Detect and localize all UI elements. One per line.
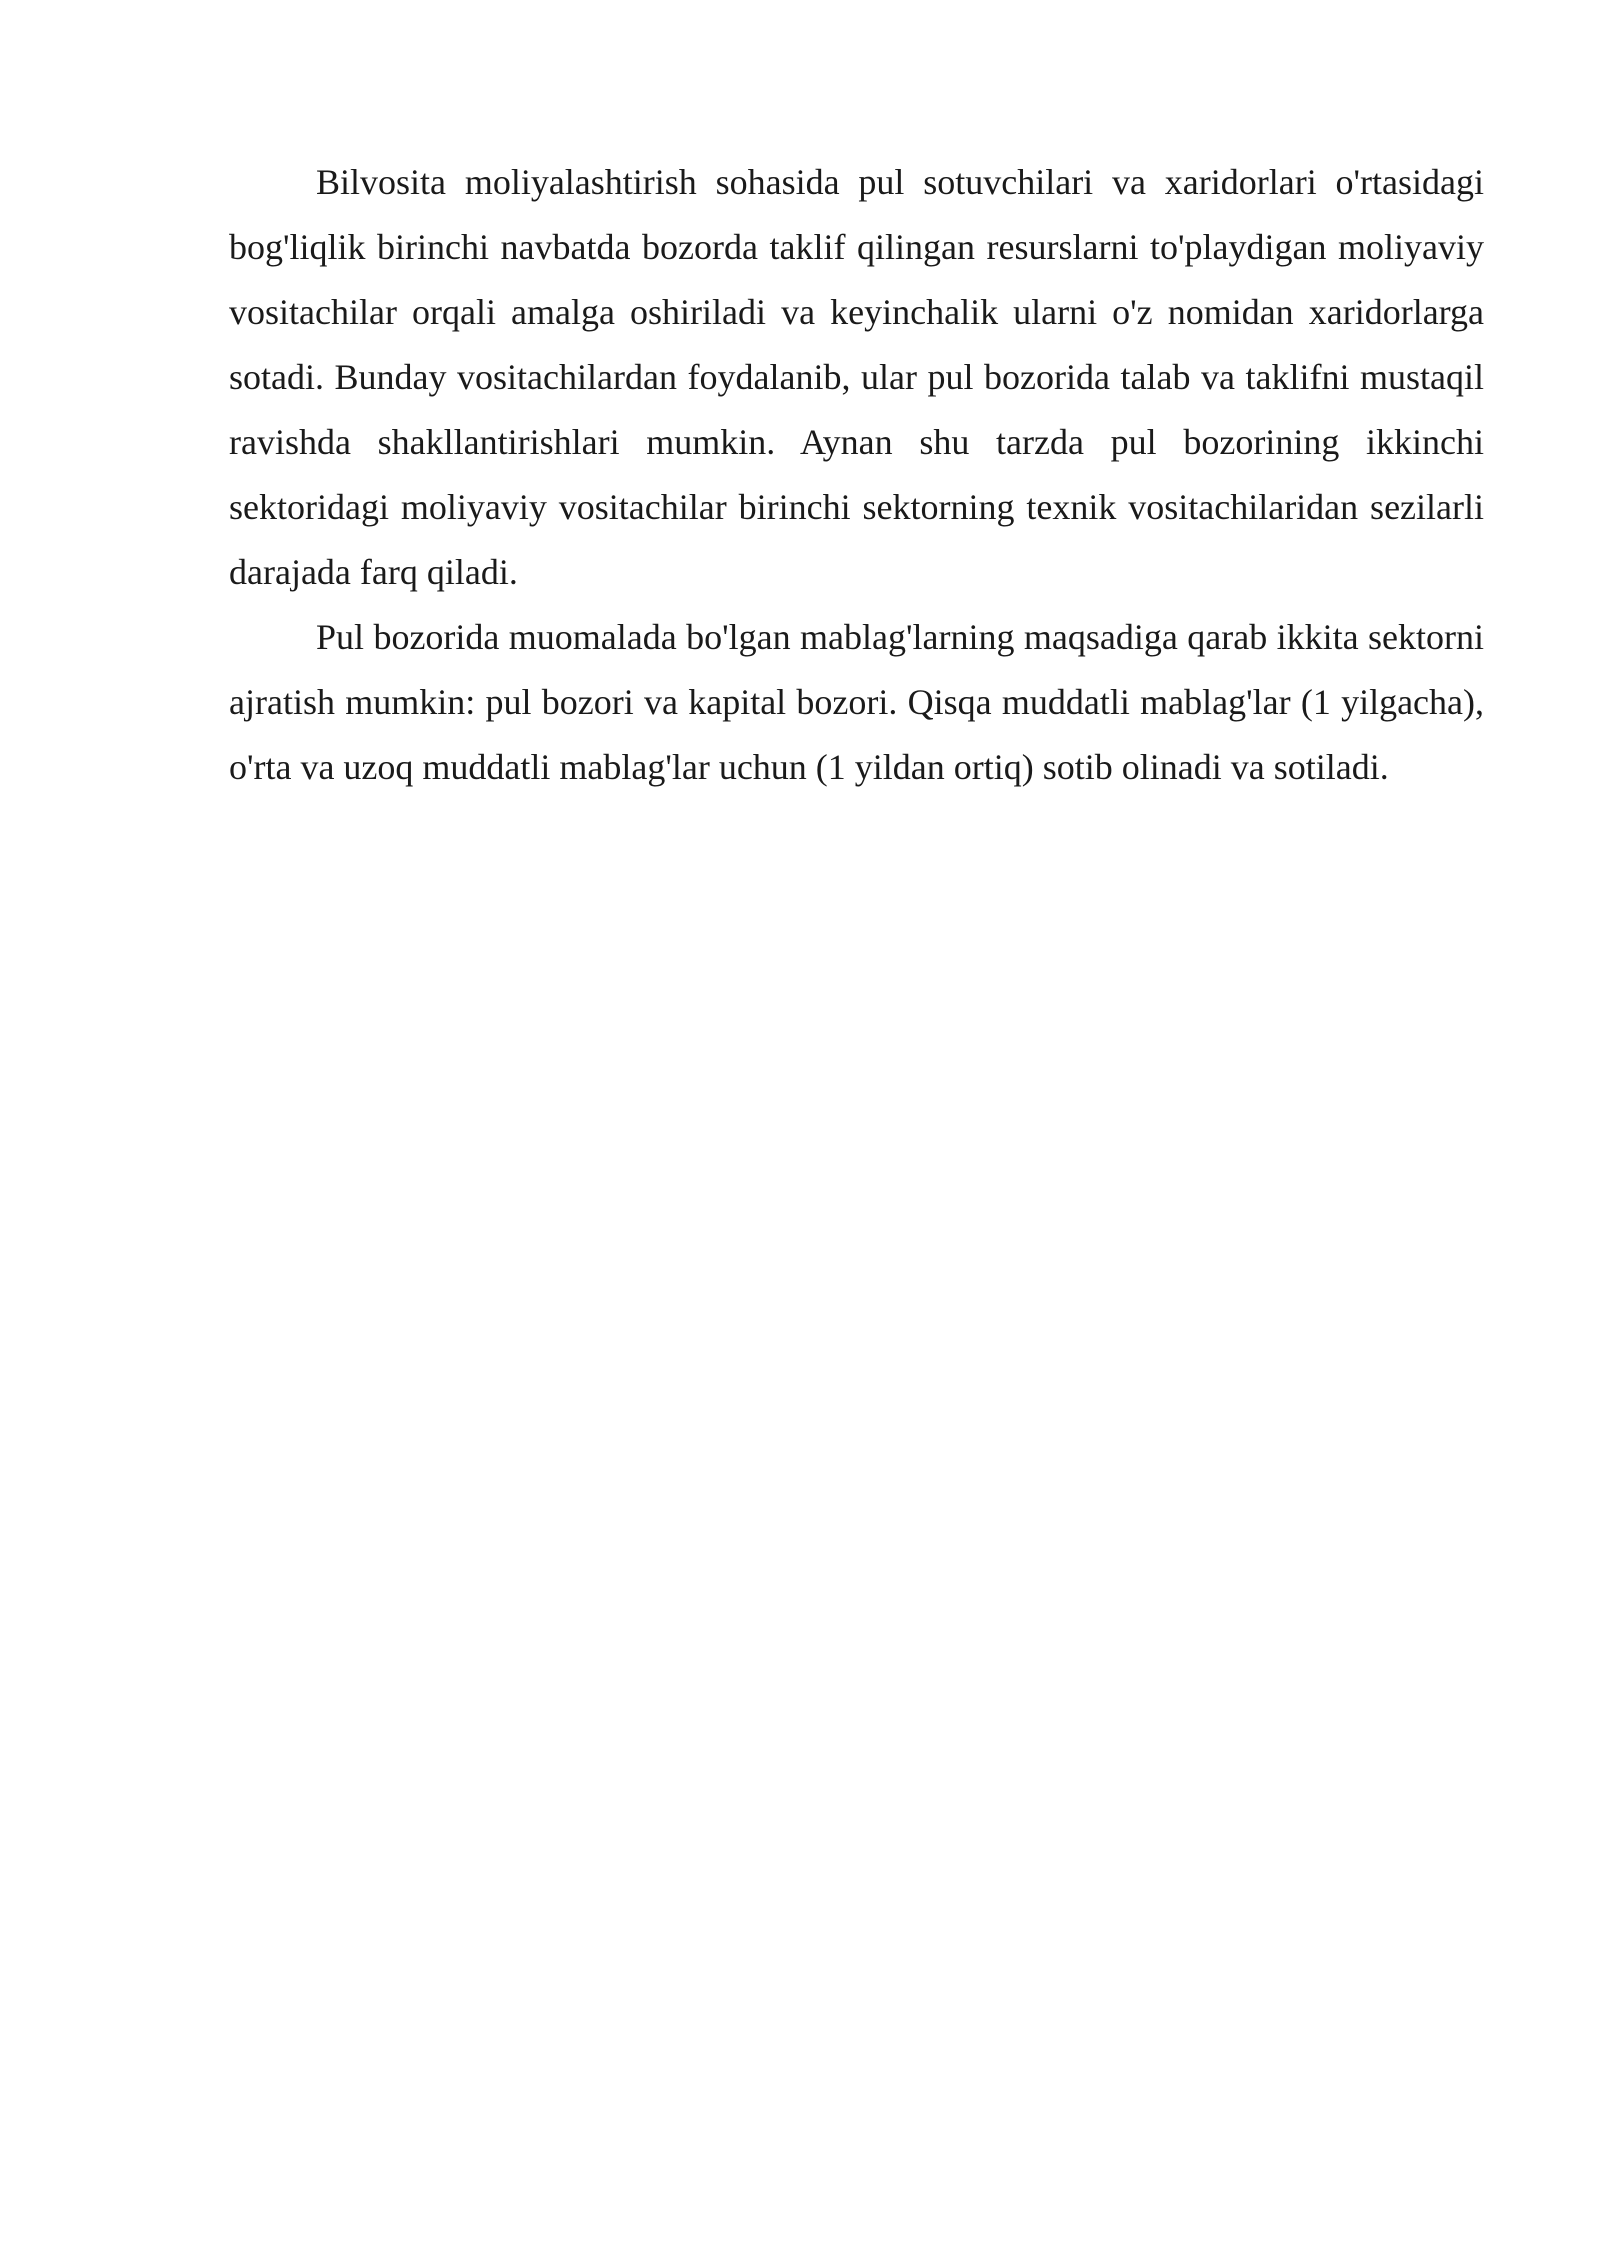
document-body [229, 150, 1484, 800]
paragraph-1: Bilvosita moliyalashtirish sohasida pul sotuvchilari va xaridorlari o'rtasidagi bog'liqlik birinchi navbatda bozorda taklif qilingan resurslarni to'playdigan moliyaviy vositachilar orqali amalga oshiriladi va keyinchalik ularni o'z nomidan xaridorlarga sotadi. Bunday vositachilardan foydalanib, ular pul bozorida talab va taklifni mustaqil ravishda shakllantirishlari mumkin. Aynan shu tarzda pul bozorining ikkinchi sektoridagi moliyaviy vositachilar birinchi sektorning texnik vositachilaridan sezilarli darajada farq qiladi. [229, 162, 1484, 592]
paragraph-2: Pul bozorida muomalada bo'lgan mablag'larning maqsadiga qarab ikkita sektorni ajratish mumkin: pul bozori va kapital bozori. Qisqa muddatli mablag'lar (1 yilgacha), o'rta va uzoq muddatli mablag'lar uchun (1 yildan ortiq) sotib olinadi va sotiladi. [229, 617, 1484, 787]
